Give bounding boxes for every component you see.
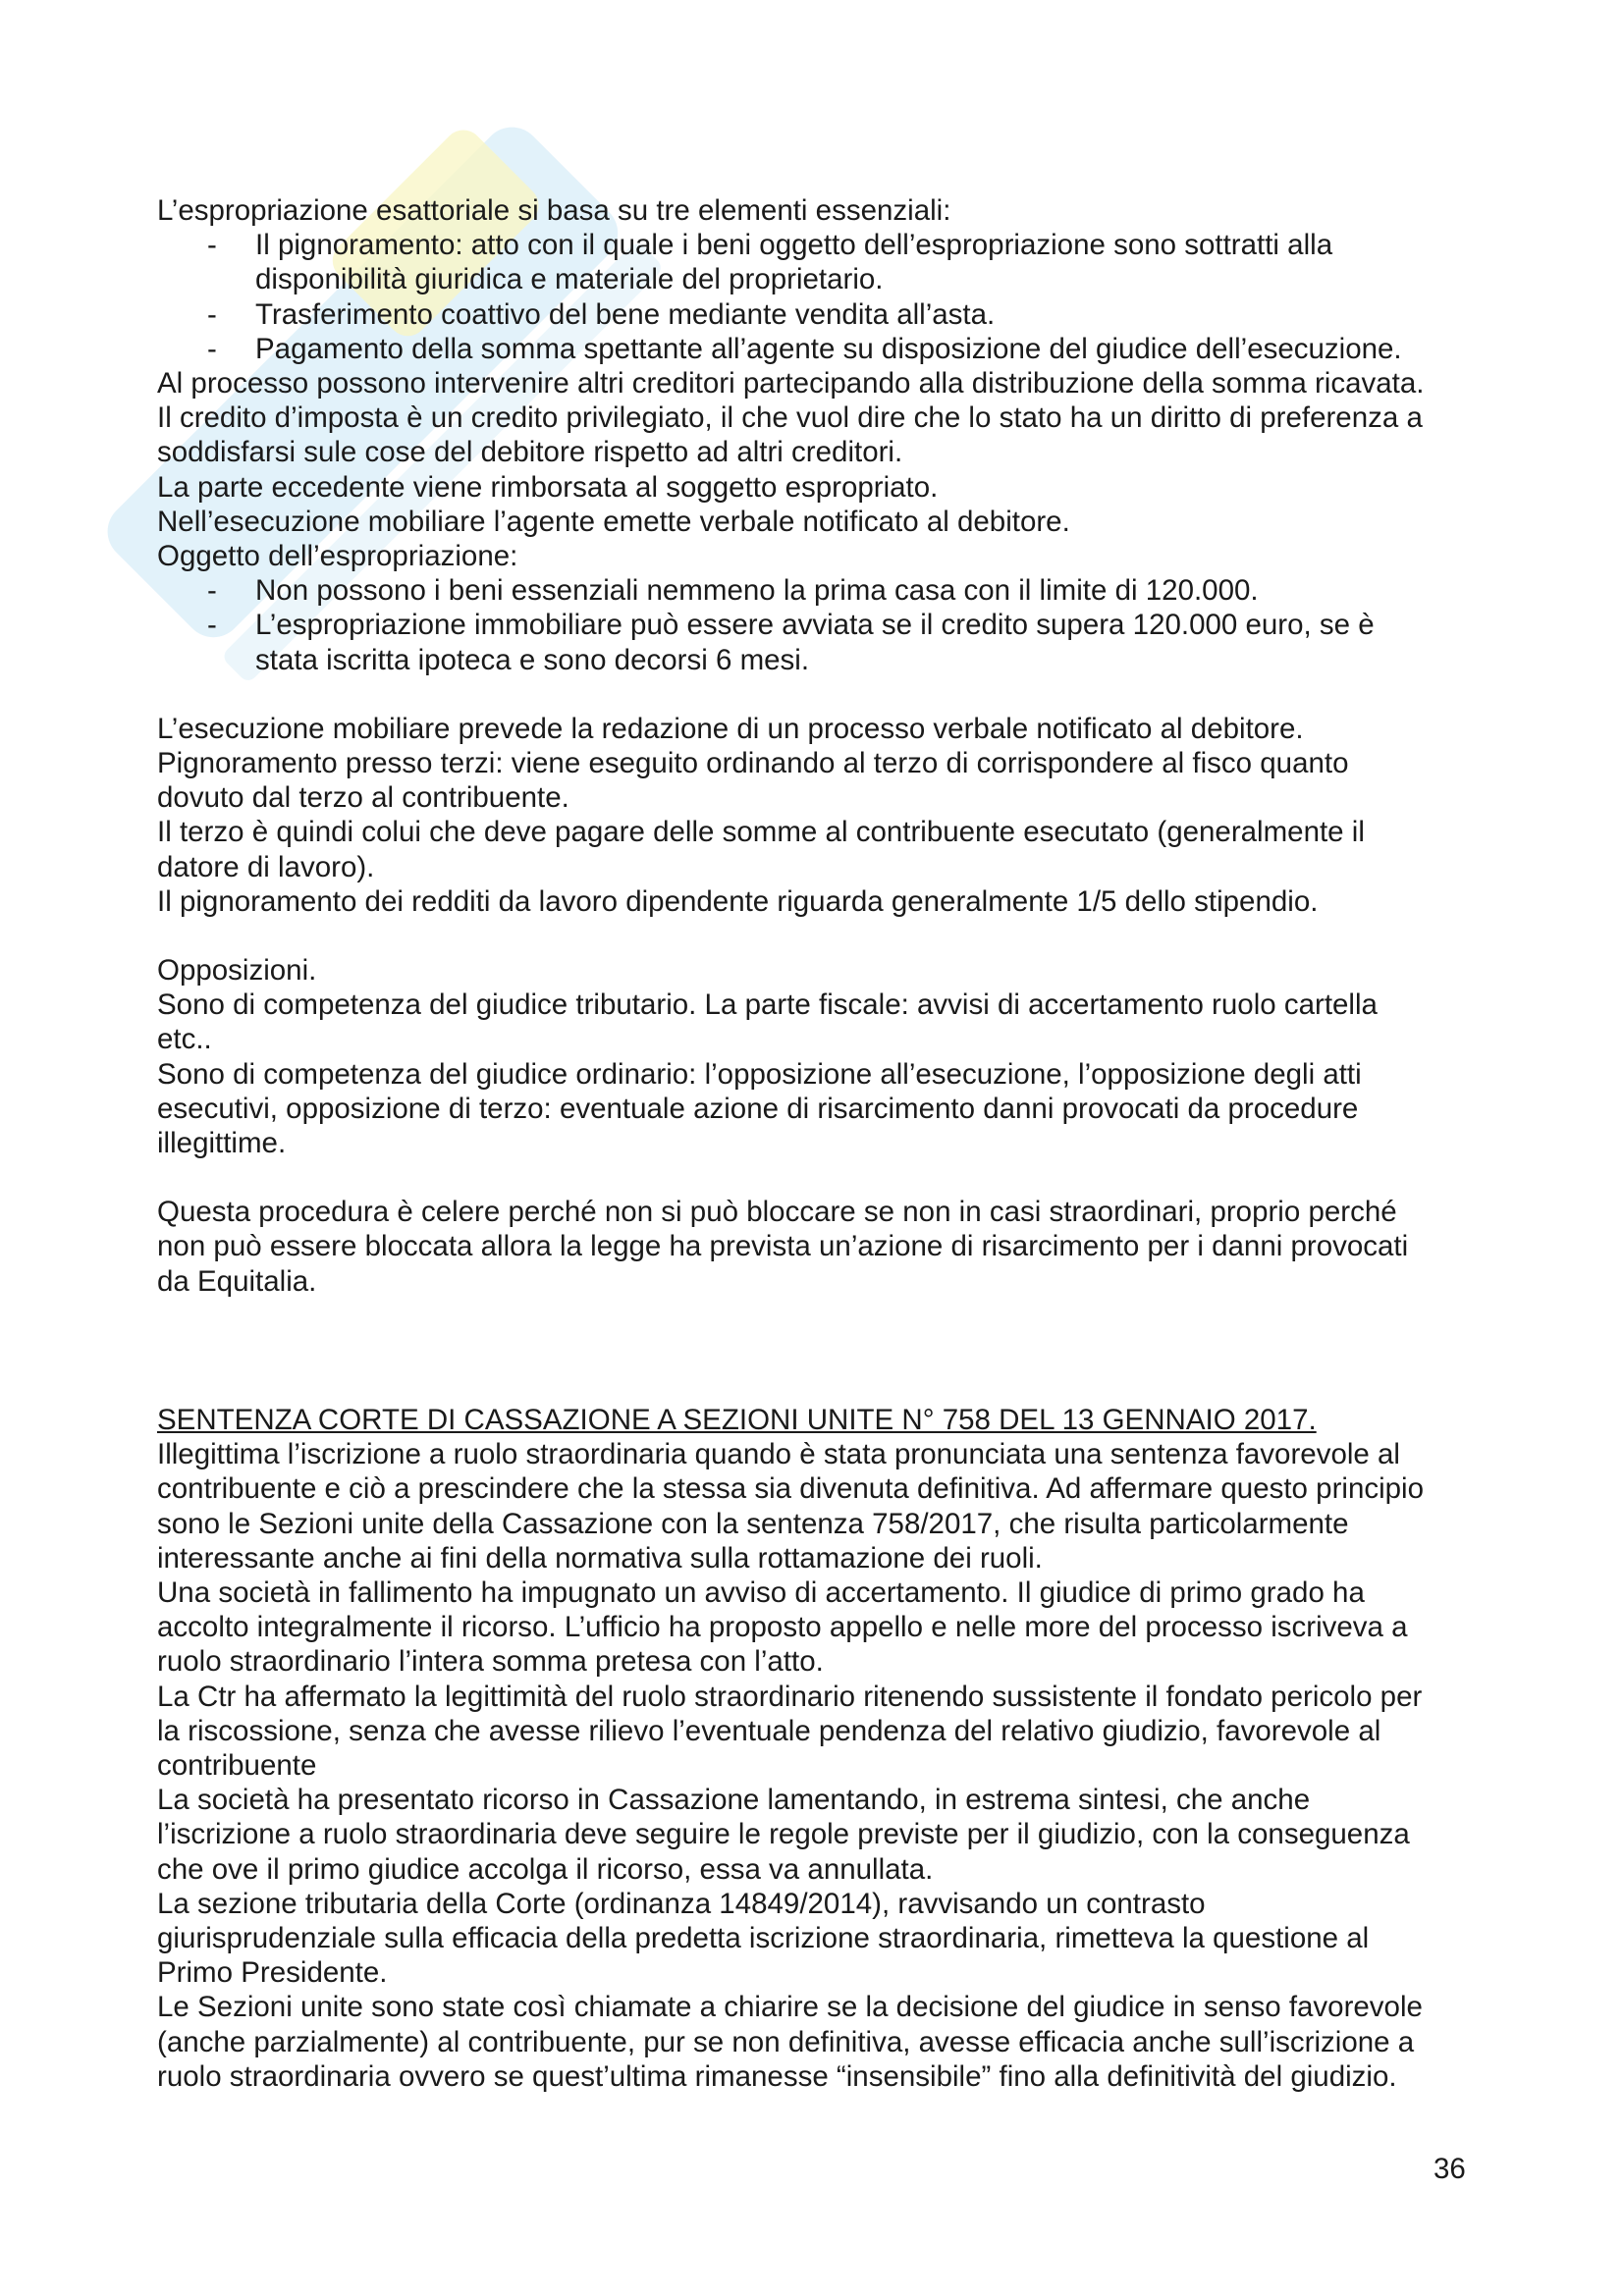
paragraph: La Ctr ha affermato la legittimità del ruolo straordinario ritenendo sussistente il fondato pericolo per la riscossione, senza che avesse rilievo l’eventuale pendenza del relativo giudizio, favorevole al contribuente xyxy=(157,1680,1423,1782)
paragraph: Le Sezioni unite sono state così chiamate a chiarire se la decisione del giudice in senso favorevole (anche parzialmente) al contribuente, pur se non definitiva, avesse efficacia anche sull’iscrizione a ruolo straordinaria ovvero se quest’ultima rimanesse “insensibile” fino alla definitività del giudizio. xyxy=(157,1991,1423,2093)
paragraph: Il pignoramento dei redditi da lavoro dipendente riguarda generalmente 1/5 dello stipendio. xyxy=(157,884,1319,918)
intro-paragraph: L’espropriazione esattoriale si basa su tre elementi essenziali: xyxy=(157,194,951,227)
page-number: 36 xyxy=(1434,2153,1466,2185)
paragraph: Il terzo è quindi colui che deve pagare delle somme al contribuente esecutato (generalmente il datore di lavoro). xyxy=(157,816,1365,883)
list-item: - Pagamento della somma spettante all’agente su disposizione del giudice dell’esecuzione. xyxy=(207,332,1402,365)
section-heading: SENTENZA CORTE DI CASSAZIONE A SEZIONI UNITE N° 758 DEL 13 GENNAIO 2017. xyxy=(157,1403,1317,1436)
paragraph: Oggetto dell’espropriazione: xyxy=(157,540,518,573)
paragraph: L’esecuzione mobiliare prevede la redazione di un processo verbale notificato al debitore. xyxy=(157,712,1304,745)
paragraph: La sezione tributaria della Corte (ordinanza 14849/2014), ravvisando un contrasto giurisprudenziale sulla efficacia della predetta iscrizione straordinaria, rimetteva la questione al Primo Presidente. xyxy=(157,1887,1370,1990)
paragraph: La parte eccedente viene rimborsata al soggetto espropriato. xyxy=(157,470,939,504)
paragraph: Illegittima l’iscrizione a ruolo straordinaria quando è stata pronunciata una sentenza favorevole al contribuente e ciò a prescindere che la stessa sia divenuta definitiva. Ad affermare questo principio sono le Sezioni unite della Cassazione con la sentenza 758/2017, che risulta particolarmente interessante anche ai fini della normativa sulla rottamazione dei ruoli. xyxy=(157,1438,1425,1575)
paragraph: Opposizioni. xyxy=(157,954,317,988)
paragraph: Pignoramento presso terzi: viene eseguito ordinando al terzo di corrispondere al fisco quanto dovuto dal terzo al contribuente. xyxy=(157,747,1349,815)
paragraph: Nell’esecuzione mobiliare l’agente emette verbale notificato al debitore. xyxy=(157,505,1070,538)
paragraph: La società ha presentato ricorso in Cassazione lamentando, in estrema sintesi, che anche l’iscrizione a ruolo straordinaria deve seguire le regole previste per il giudizio, con la conseguenza che ove il primo giudice accolga il ricorso, essa va annullata. xyxy=(157,1784,1410,1886)
paragraph: Sono di competenza del giudice ordinario: l’opposizione all’esecuzione, l’opposizione degli atti esecutivi, opposizione di terzo: eventuale azione di risarcimento danni provocati da procedure illegittime. xyxy=(157,1057,1362,1160)
elements-list xyxy=(157,228,1483,366)
object-list xyxy=(157,573,1483,677)
list-item: - L’espropriazione immobiliare può essere avviata se il credito supera 120.000 euro, se è stata iscritta ipoteca e sono decorsi 6 mesi. xyxy=(207,609,1375,676)
paragraph: Questa procedura è celere perché non si può bloccare se non in casi straordinari, proprio perché non può essere bloccata allora la legge ha prevista un’azione di risarcimento per i danni provocati da Equitalia. xyxy=(157,1196,1409,1298)
paragraph: Una società in fallimento ha impugnato un avviso di accertamento. Il giudice di primo grado ha accolto integralmente il ricorso. L’ufficio ha proposto appello e nelle more del processo iscriveva a ruolo straordinario l’intera somma pretesa con l’atto. xyxy=(157,1575,1408,1679)
document-body xyxy=(157,193,1483,2094)
paragraph: Al processo possono intervenire altri creditori partecipando alla distribuzione della somma ricavata. xyxy=(157,367,1425,400)
list-item: - Trasferimento coattivo del bene mediante vendita all’asta. xyxy=(207,297,996,331)
list-item: - Il pignoramento: atto con il quale i beni oggetto dell’espropriazione sono sottratti alla disponibilità giuridica e materiale del proprietario. xyxy=(207,229,1333,296)
paragraph: Il credito d’imposta è un credito privilegiato, il che vuol dire che lo stato ha un diritto di preferenza a soddisfarsi sule cose del debitore rispetto ad altri creditori. xyxy=(157,401,1423,469)
paragraph: Sono di competenza del giudice tributario. La parte fiscale: avvisi di accertamento ruolo cartella etc.. xyxy=(157,988,1378,1056)
list-item: - Non possono i beni essenziali nemmeno la prima casa con il limite di 120.000. xyxy=(207,574,1259,608)
